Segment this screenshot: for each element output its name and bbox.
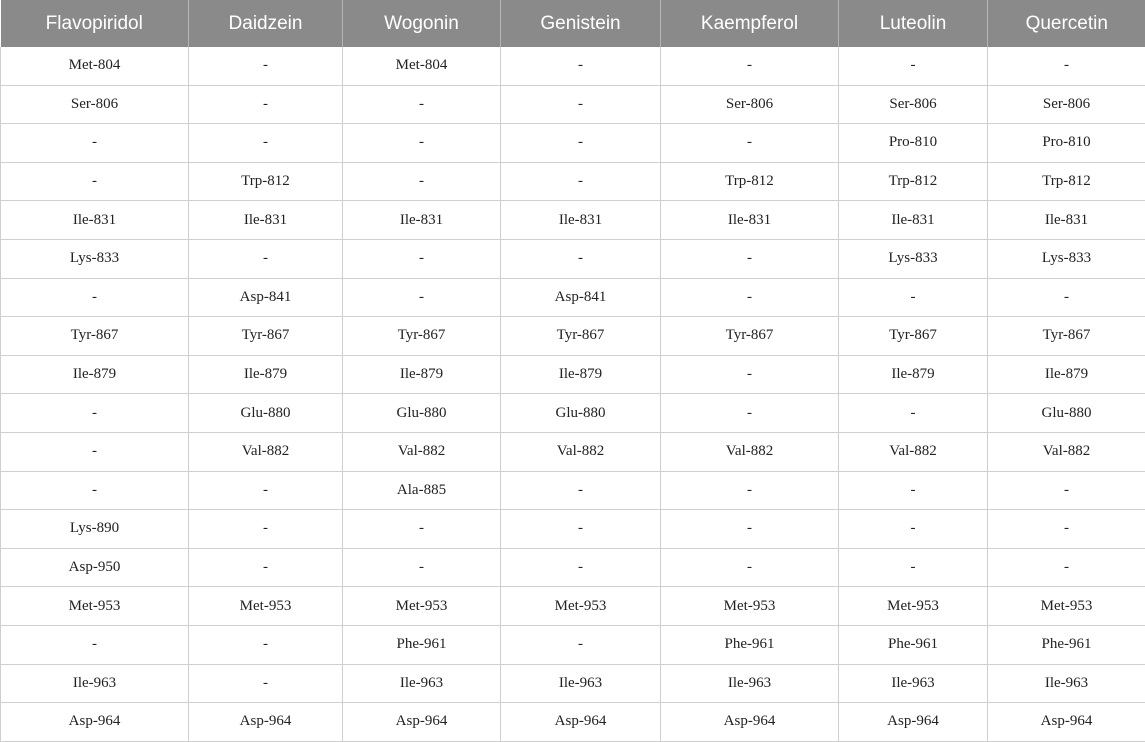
- table-cell: -: [1, 278, 189, 317]
- table-row: [1, 355, 1145, 394]
- table-cell: Ile-963: [501, 664, 661, 703]
- table-cell: Tyr-867: [501, 317, 661, 356]
- table-cell: Ile-879: [343, 355, 501, 394]
- table-cell: -: [343, 239, 501, 278]
- table-cell: -: [661, 548, 839, 587]
- table-cell: -: [988, 278, 1145, 317]
- table-cell: -: [661, 471, 839, 510]
- table-cell: Ile-963: [343, 664, 501, 703]
- table-cell: Ile-879: [501, 355, 661, 394]
- table-cell: -: [189, 510, 343, 549]
- table-cell: Met-953: [839, 587, 988, 626]
- table-cell: Glu-880: [501, 394, 661, 433]
- table-cell: Ile-831: [501, 201, 661, 240]
- table-cell: Met-953: [1, 587, 189, 626]
- table-cell: Ile-879: [189, 355, 343, 394]
- table-cell: Ala-885: [343, 471, 501, 510]
- header-row: [1, 0, 1145, 47]
- table-cell: -: [661, 394, 839, 433]
- table-cell: Pro-810: [839, 124, 988, 163]
- table-cell: Ser-806: [1, 85, 189, 124]
- table-row: [1, 394, 1145, 433]
- table-cell: -: [189, 124, 343, 163]
- table-cell: Lys-833: [839, 239, 988, 278]
- table-cell: -: [343, 85, 501, 124]
- table-cell: Met-953: [189, 587, 343, 626]
- table-cell: Pro-810: [988, 124, 1145, 163]
- table-cell: Ile-879: [1, 355, 189, 394]
- table-cell: -: [189, 664, 343, 703]
- table-cell: Val-882: [988, 432, 1145, 471]
- table-cell: Ser-806: [839, 85, 988, 124]
- table-cell: Tyr-867: [988, 317, 1145, 356]
- table-cell: -: [839, 510, 988, 549]
- table-cell: -: [661, 510, 839, 549]
- table-cell: -: [501, 124, 661, 163]
- table-cell: Glu-880: [988, 394, 1145, 433]
- table-row: [1, 587, 1145, 626]
- table-cell: -: [839, 471, 988, 510]
- table-cell: Ser-806: [661, 85, 839, 124]
- table-cell: Ile-963: [839, 664, 988, 703]
- table-cell: -: [501, 162, 661, 201]
- table-row: [1, 278, 1145, 317]
- table-cell: -: [501, 47, 661, 85]
- table-row: [1, 162, 1145, 201]
- table-cell: -: [501, 510, 661, 549]
- table-row: [1, 471, 1145, 510]
- table-row: [1, 317, 1145, 356]
- table-cell: Met-953: [988, 587, 1145, 626]
- table-row: [1, 625, 1145, 664]
- table-cell: Asp-841: [189, 278, 343, 317]
- table-cell: -: [839, 394, 988, 433]
- table-cell: Met-804: [343, 47, 501, 85]
- table-row: [1, 85, 1145, 124]
- table-cell: Asp-964: [1, 703, 189, 742]
- table-cell: Ile-831: [988, 201, 1145, 240]
- column-header-genistein: Genistein: [501, 0, 661, 47]
- column-header-wogonin: Wogonin: [343, 0, 501, 47]
- table-cell: Ile-831: [189, 201, 343, 240]
- table-cell: Trp-812: [839, 162, 988, 201]
- table-row: [1, 510, 1145, 549]
- table-cell: Trp-812: [988, 162, 1145, 201]
- table-cell: -: [661, 239, 839, 278]
- table-cell: Tyr-867: [661, 317, 839, 356]
- table-cell: Lys-890: [1, 510, 189, 549]
- table-cell: Tyr-867: [189, 317, 343, 356]
- table-body: [1, 47, 1145, 741]
- table-header: [1, 0, 1145, 47]
- table-cell: -: [988, 47, 1145, 85]
- table-row: [1, 239, 1145, 278]
- column-header-daidzein: Daidzein: [189, 0, 343, 47]
- table-cell: -: [1, 162, 189, 201]
- table-cell: Glu-880: [189, 394, 343, 433]
- table-cell: Asp-964: [343, 703, 501, 742]
- table-cell: -: [343, 124, 501, 163]
- table-cell: Met-953: [343, 587, 501, 626]
- table-cell: Ile-963: [661, 664, 839, 703]
- table-cell: -: [988, 471, 1145, 510]
- table-cell: -: [189, 47, 343, 85]
- table-row: [1, 703, 1145, 742]
- table-cell: -: [343, 278, 501, 317]
- table-cell: -: [343, 162, 501, 201]
- table-cell: -: [189, 548, 343, 587]
- table-row: [1, 432, 1145, 471]
- table-row: [1, 201, 1145, 240]
- table-cell: -: [1, 394, 189, 433]
- table-cell: Met-953: [661, 587, 839, 626]
- table-cell: Val-882: [343, 432, 501, 471]
- table-cell: Asp-964: [501, 703, 661, 742]
- column-header-flavopiridol: Flavopiridol: [1, 0, 189, 47]
- table-cell: Asp-964: [839, 703, 988, 742]
- table-cell: -: [661, 47, 839, 85]
- table-cell: -: [501, 239, 661, 278]
- table-cell: Lys-833: [988, 239, 1145, 278]
- table-cell: Asp-964: [189, 703, 343, 742]
- table-cell: -: [189, 85, 343, 124]
- table-cell: Val-882: [189, 432, 343, 471]
- table-cell: -: [189, 471, 343, 510]
- table-cell: Ile-831: [1, 201, 189, 240]
- table-cell: -: [661, 355, 839, 394]
- table-cell: -: [343, 548, 501, 587]
- table-cell: Met-953: [501, 587, 661, 626]
- column-header-kaempferol: Kaempferol: [661, 0, 839, 47]
- table-cell: -: [988, 510, 1145, 549]
- table-cell: Ile-879: [988, 355, 1145, 394]
- table-cell: -: [1, 432, 189, 471]
- table-cell: Ile-831: [839, 201, 988, 240]
- table-cell: Lys-833: [1, 239, 189, 278]
- table-cell: Glu-880: [343, 394, 501, 433]
- table-cell: -: [343, 510, 501, 549]
- table-cell: -: [1, 471, 189, 510]
- table-cell: -: [189, 625, 343, 664]
- table-cell: Val-882: [661, 432, 839, 471]
- table-cell: -: [661, 124, 839, 163]
- table-cell: Tyr-867: [839, 317, 988, 356]
- table-cell: Trp-812: [661, 162, 839, 201]
- table-cell: Asp-950: [1, 548, 189, 587]
- table-cell: -: [501, 85, 661, 124]
- table-cell: Ile-831: [343, 201, 501, 240]
- table-cell: Asp-964: [661, 703, 839, 742]
- table-cell: Tyr-867: [343, 317, 501, 356]
- table-cell: Ile-963: [1, 664, 189, 703]
- table-cell: -: [839, 548, 988, 587]
- table-cell: Ser-806: [988, 85, 1145, 124]
- table-cell: Phe-961: [343, 625, 501, 664]
- table-cell: -: [1, 124, 189, 163]
- table-cell: -: [501, 548, 661, 587]
- table-cell: Asp-964: [988, 703, 1145, 742]
- column-header-luteolin: Luteolin: [839, 0, 988, 47]
- table-cell: -: [988, 548, 1145, 587]
- table-row: [1, 47, 1145, 85]
- table-cell: Ile-879: [839, 355, 988, 394]
- table-cell: Phe-961: [661, 625, 839, 664]
- table-cell: Met-804: [1, 47, 189, 85]
- table-row: [1, 548, 1145, 587]
- table-cell: Trp-812: [189, 162, 343, 201]
- table-cell: -: [839, 278, 988, 317]
- table-cell: Asp-841: [501, 278, 661, 317]
- table-cell: -: [189, 239, 343, 278]
- table-row: [1, 664, 1145, 703]
- table-cell: -: [501, 625, 661, 664]
- table-row: [1, 124, 1145, 163]
- table-cell: -: [839, 47, 988, 85]
- table-cell: Val-882: [501, 432, 661, 471]
- column-header-quercetin: Quercetin: [988, 0, 1145, 47]
- table-cell: Phe-961: [988, 625, 1145, 664]
- table-cell: Val-882: [839, 432, 988, 471]
- table-cell: Tyr-867: [1, 317, 189, 356]
- table-cell: -: [661, 278, 839, 317]
- table-cell: Ile-963: [988, 664, 1145, 703]
- table-cell: Phe-961: [839, 625, 988, 664]
- table-cell: -: [501, 471, 661, 510]
- table-cell: -: [1, 625, 189, 664]
- table-cell: Ile-831: [661, 201, 839, 240]
